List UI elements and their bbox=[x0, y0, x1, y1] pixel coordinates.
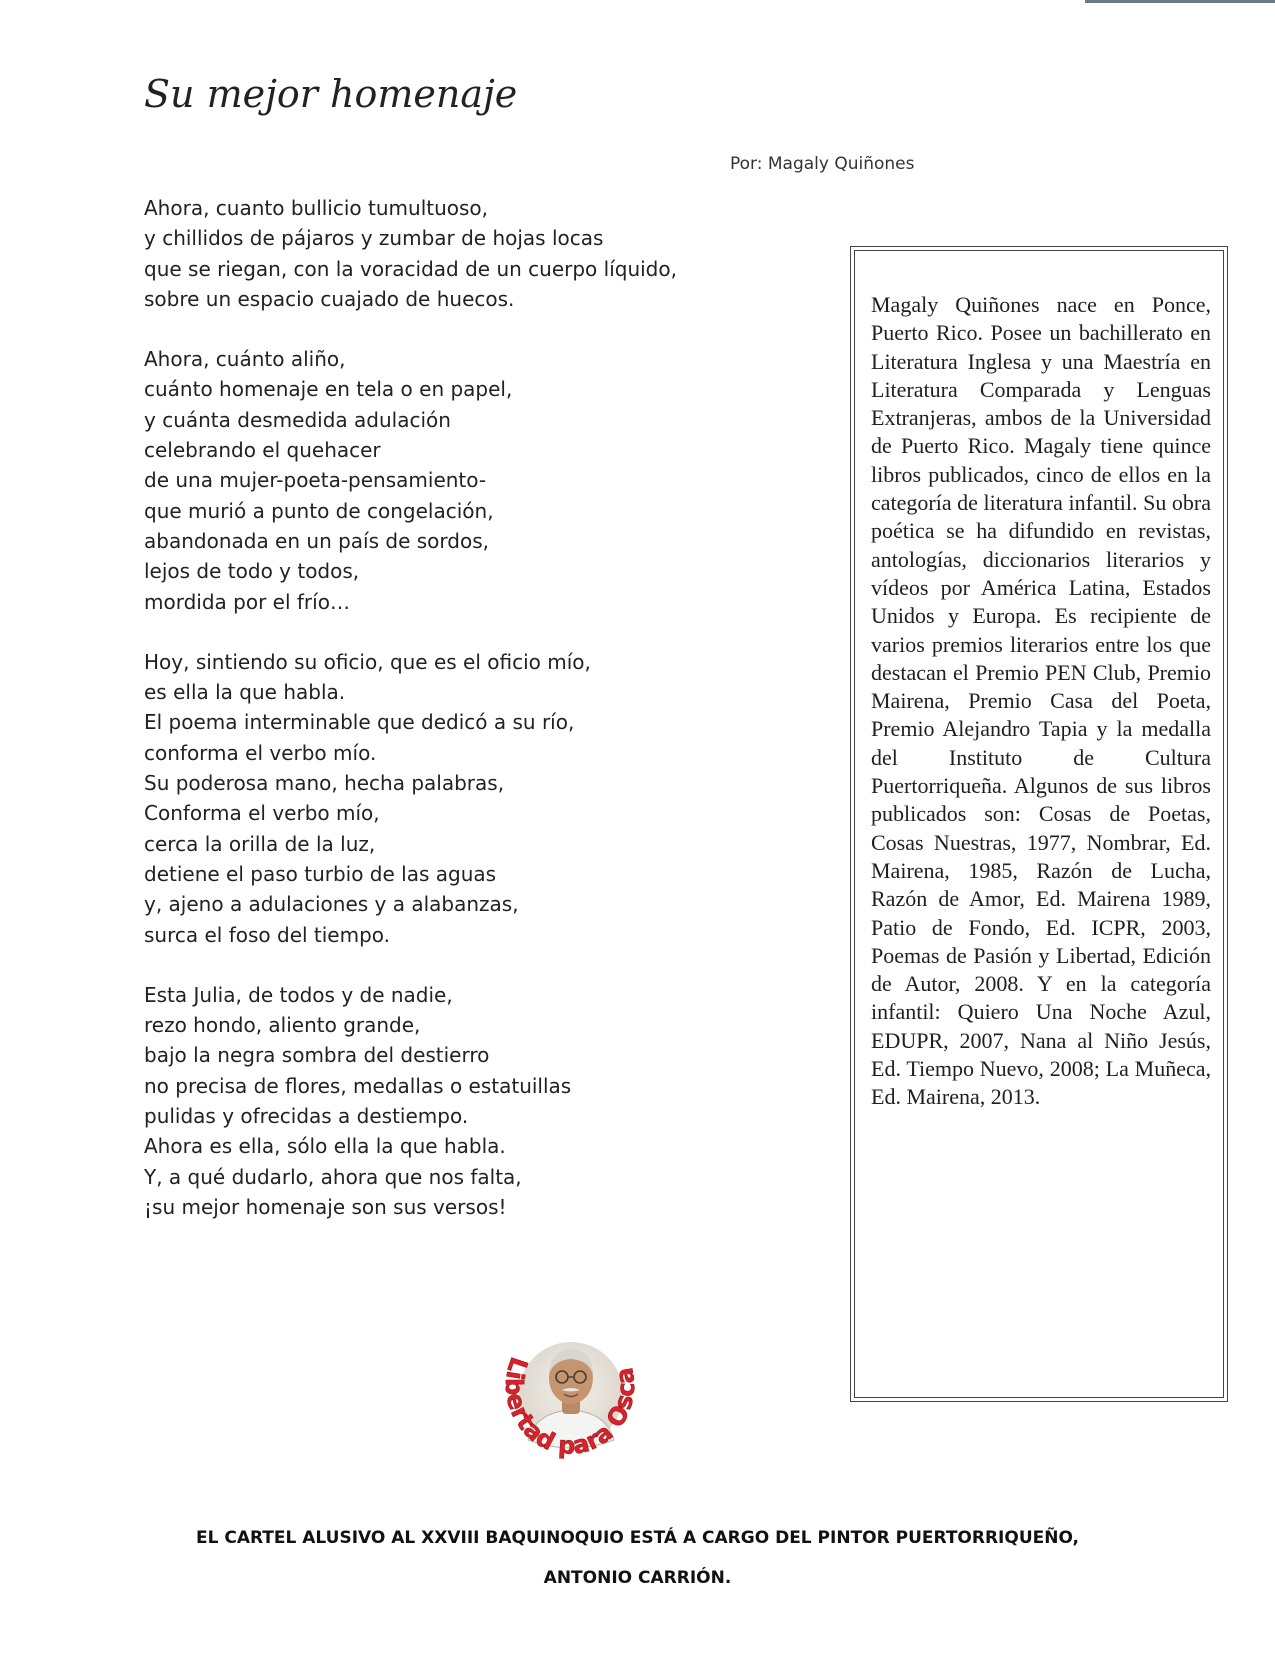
poem-verse: Ahora es ella, sólo ella la que habla. bbox=[144, 1134, 506, 1159]
poem-verse: conforma el verbo mío. bbox=[144, 740, 377, 765]
poem-verse: y cuánta desmedida adulación bbox=[144, 407, 451, 432]
poem-verse: rezo hondo, aliento grande, bbox=[144, 1013, 421, 1038]
poem-verse: que se riegan, con la voracidad de un cuerpo líquido, bbox=[144, 256, 677, 281]
poem-stanza bbox=[144, 647, 764, 950]
poem-verse: es ella la que habla. bbox=[144, 680, 346, 705]
poem-verse: y chillidos de pájaros y zumbar de hojas locas bbox=[144, 226, 604, 251]
poem-verse: Ahora, cuanto bullicio tumultuoso, bbox=[144, 196, 489, 220]
poem-verse: de una mujer-poeta-pensamiento- bbox=[144, 468, 487, 493]
poem-verse: Conforma el verbo mío, bbox=[144, 801, 380, 826]
author-bio-inner-frame bbox=[854, 250, 1224, 1398]
top-edge-rule bbox=[1085, 0, 1275, 3]
poem-stanza bbox=[144, 193, 764, 314]
poem-verse: mordida por el frío… bbox=[144, 589, 350, 614]
poem-verse: Su poderosa mano, hecha palabras, bbox=[144, 771, 505, 796]
poem-verse: Esta Julia, de todos y de nadie, bbox=[144, 982, 453, 1007]
poem-verse: bajo la negra sombra del destierro bbox=[144, 1043, 490, 1068]
poem-verse: El poema interminable que dedicó a su río, bbox=[144, 710, 575, 735]
poem-verse: detiene el paso turbio de las aguas bbox=[144, 861, 497, 886]
footer-announcement bbox=[0, 1518, 1275, 1598]
poem-verse: lejos de todo y todos, bbox=[144, 559, 360, 584]
libertad-badge bbox=[492, 1322, 650, 1486]
poem-verse: Ahora, cuánto aliño, bbox=[144, 347, 346, 372]
poem-verse: sobre un espacio cuajado de huecos. bbox=[144, 286, 515, 311]
footer-line-2: ANTONIO CARRIÓN. bbox=[543, 1568, 732, 1588]
poem-verse: Hoy, sintiendo su oficio, que es el oficio mío, bbox=[144, 649, 591, 674]
poem-verse: cerca la orilla de la luz, bbox=[144, 831, 376, 856]
poem-verse: pulidas y ofrecidas a destiempo. bbox=[144, 1104, 469, 1129]
poem-verse: abandonada en un país de sordos, bbox=[144, 528, 489, 553]
portrait-badge-icon bbox=[492, 1322, 650, 1486]
author-bio-box bbox=[850, 246, 1228, 1402]
badge-slogan-path: Libertad para Osca bbox=[499, 1353, 641, 1461]
footer-line-1: EL CARTEL ALUSIVO AL XXVIII BAQUINOQUIO ESTÁ A CARGO DEL PINTOR PUERTORRIQUEÑO, bbox=[195, 1528, 1080, 1548]
poem-verse: cuánto homenaje en tela o en papel, bbox=[144, 377, 513, 402]
poem-stanza bbox=[144, 344, 764, 617]
poem-verse: celebrando el quehacer bbox=[144, 438, 381, 463]
poem-body bbox=[144, 193, 764, 1252]
poem-verse: no precisa de flores, medallas o estatuillas bbox=[144, 1073, 572, 1098]
poem-stanza bbox=[144, 980, 764, 1222]
page-title: Su mejor homenaje bbox=[144, 72, 518, 116]
poem-verse: Y, a qué dudarlo, ahora que nos falta, bbox=[144, 1164, 522, 1189]
poem-verse: surca el foso del tiempo. bbox=[144, 922, 391, 947]
poem-verse: que murió a punto de congelación, bbox=[144, 498, 494, 523]
author-byline: Por: Magaly Quiñones bbox=[730, 154, 915, 174]
poem-verse: y, ajeno a adulaciones y a alabanzas, bbox=[144, 892, 519, 917]
poem-verse: ¡su mejor homenaje son sus versos! bbox=[144, 1194, 507, 1219]
author-bio-text: Magaly Quiñones nace en Ponce, Puerto Rico. Posee un bachillerato en Literatura Inglesa y una Maestría en Literatura Comparada y Lenguas Extranjeras, ambos de la Universidad de Puerto Rico. Magaly tiene quince libros publicados, cinco de ellos en la categoría de literatura infantil. Su obra poética se ha difundido en revistas, antologías, diccionarios literarios y vídeos por América Latina, Estados Unidos y Europa. Es recipiente de varios premios literarios entre los que destacan el Premio PEN Club, Premio Mairena, Premio Casa del Poeta, Premio Alejandro Tapia y la medalla del Instituto de Cultura Puertorriqueña. Algunos de sus libros publicados son: Cosas de Poetas, Cosas Nuestras, 1977, Nombrar, Ed. Mairena, 1985, Razón de Lucha, Razón de Amor, Ed. Mairena 1989, Patio de Fondo, Ed. ICPR, 2003, Poemas de Pasión y Libertad, Edición de Autor, 2008. Y en la categoría infantil: Quiero Una Noche Azul, EDUPR, 2007, Nana al Niño Jesús, Ed. Tiempo Nuevo, 2008; La Muñeca, Ed. Mairena, 2013. bbox=[871, 292, 1211, 1110]
